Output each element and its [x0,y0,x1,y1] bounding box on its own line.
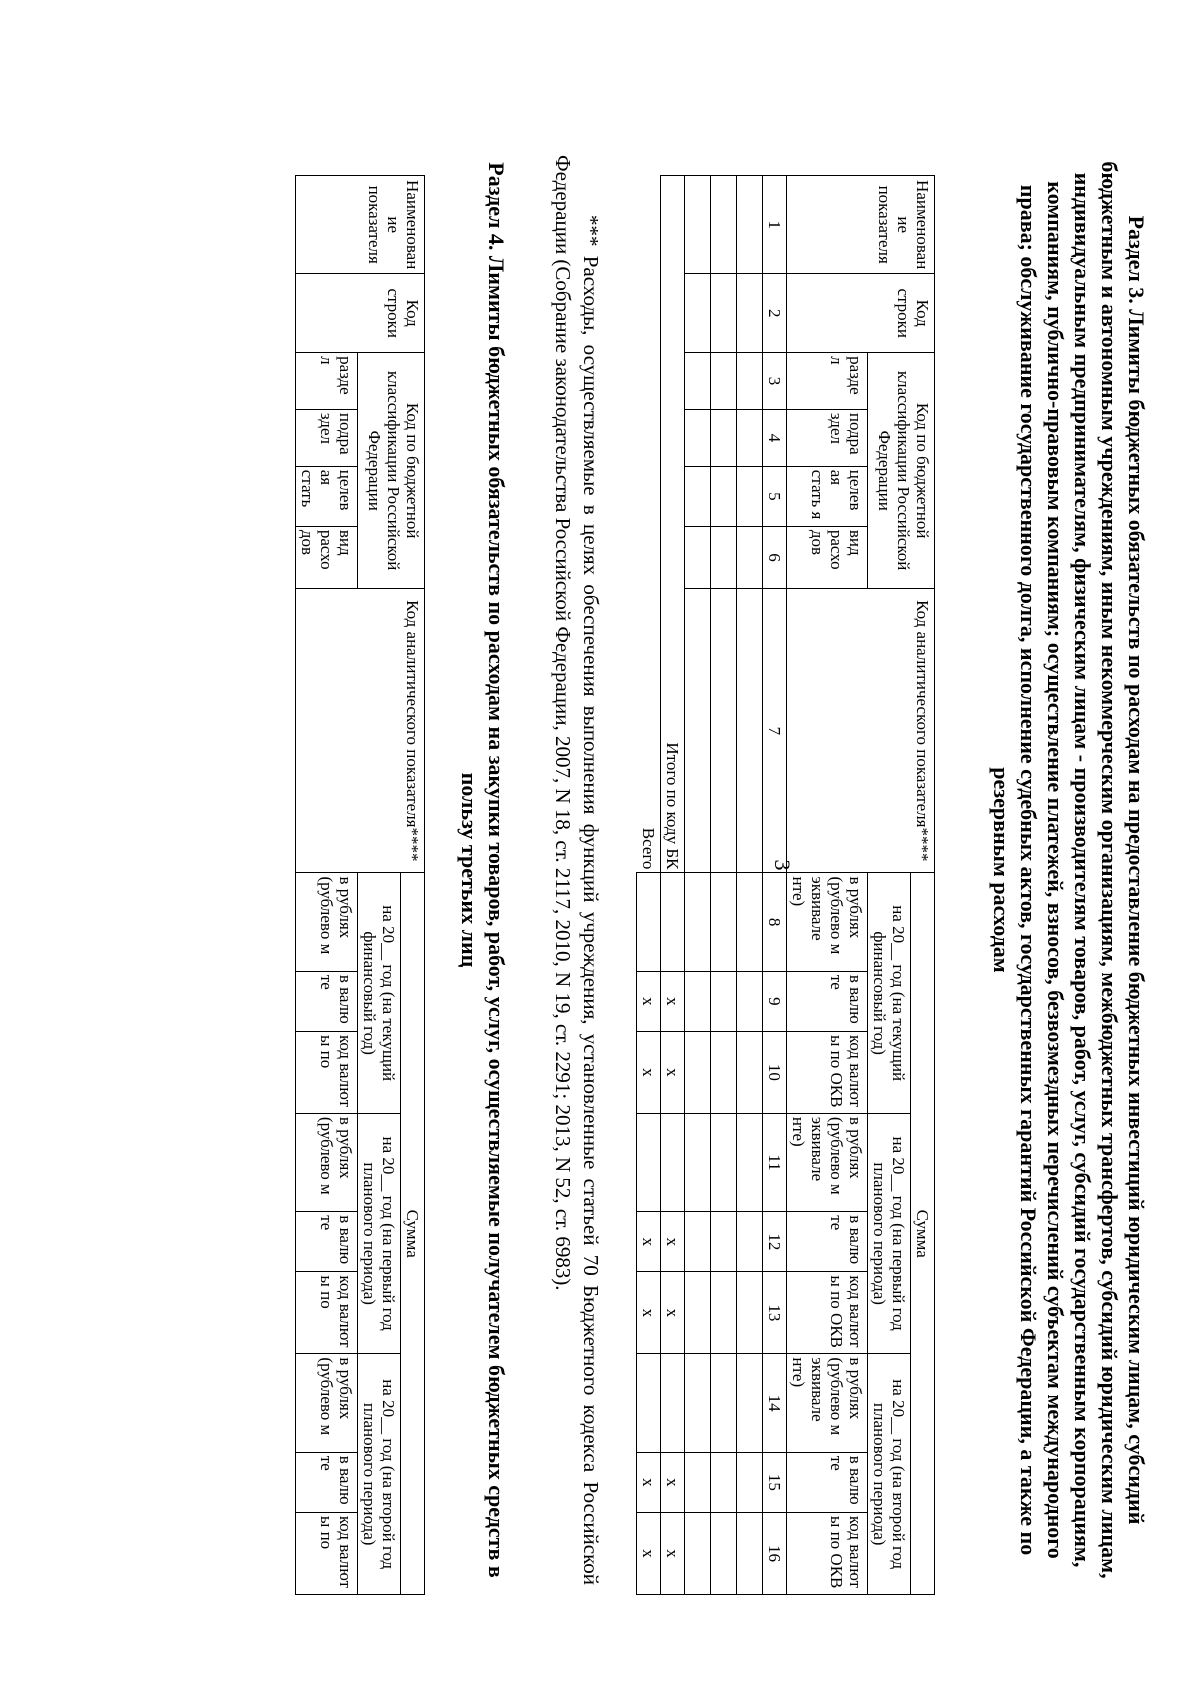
table-cell [685,526,711,588]
table-cell [711,971,737,1031]
column-number: 11 [763,1113,787,1211]
table-cell [711,1212,737,1272]
table-cell [711,589,737,873]
col-header-currency: в валю те [787,971,868,1031]
table-cell [711,873,737,971]
header-row-1 [401,176,425,1595]
x-mark: x [661,1512,685,1594]
col-header-currency-code: код валют ы по [296,1272,358,1354]
x-mark: x [661,1212,685,1272]
table-cell [661,1113,685,1211]
table-row [711,176,737,1595]
document-page [150,115,1150,1615]
table-row [737,176,763,1595]
table-cell [685,176,711,274]
table-cell [711,1031,737,1113]
page-number: 3 [770,859,795,871]
table-cell [711,176,737,274]
table-cell [737,526,763,588]
x-mark: x [637,1512,661,1594]
x-mark: x [661,971,685,1031]
col-header-currency-code: код валют ы по [296,1031,358,1113]
column-number: 8 [763,873,787,971]
table-cell [737,1452,763,1512]
table-cell [737,1113,763,1211]
col-header-rub: в рублях (рублево м [296,1354,358,1452]
x-mark: x [661,1272,685,1354]
col-header-analytic-code: Код аналитического показателя**** [787,589,935,873]
table-cell [711,1354,737,1452]
footnote: *** Расходы, осуществляемые в целях обеспечения выполнения функций учреждения, установленные статьей 70 Бюджетного кодекса Российской Федерации (Собрание законодательства Российской Федерации, 2007, N 18, ст. 2117, 2010, N 19, ст. 2291; 2013, N 52, ст. 6983). [551,155,603,1585]
x-mark: x [637,1212,661,1272]
col-header-podrazdel: подра здел [787,409,868,466]
col-header-target: целев ая стать [296,466,358,526]
column-number: 4 [763,409,787,466]
col-header-sum: Сумма [401,873,425,1595]
total-bk-label: Итого по коду БК [661,176,685,873]
col-header-sum: Сумма [911,873,935,1595]
col-header-rub: в рублях (рублево м [296,1113,358,1211]
x-mark: x [637,1452,661,1512]
table-cell [711,1512,737,1594]
col-header-bk-code: Код по бюджетной классификации Российской Федерации [868,353,935,589]
table-cell [737,1272,763,1354]
column-number: 16 [763,1512,787,1594]
col-header-rub: в рублях (рублево м эквивале нте) [787,1354,868,1452]
column-number: 10 [763,1031,787,1113]
table-cell [737,1031,763,1113]
table-cell [737,176,763,274]
table-cell [661,873,685,971]
col-header-name: Наименован ие показателя [296,176,425,274]
table-cell [685,1452,711,1512]
section-4-table [295,175,425,1595]
col-header-currency-code: код валют ы по [296,1512,358,1594]
col-header-year-first: на 20__ год (на первый год планового периода) [358,1113,401,1353]
column-number: 6 [763,526,787,588]
table-cell [711,1452,737,1512]
table-cell [685,873,711,971]
col-header-currency: в валю те [296,1452,358,1512]
col-header-year-second: на 20__ год (на второй год планового периода) [358,1354,401,1595]
x-mark: x [637,1031,661,1113]
table-cell [737,971,763,1031]
table-cell [737,1354,763,1452]
section-4-title: Раздел 4. Лимиты бюджетных обязательств по расходам на закупки товаров, работ, услуг, осуществляемые получателем бюджетных средств в пользу третьих лиц [457,162,509,1578]
column-number: 2 [763,274,787,353]
column-number: 13 [763,1272,787,1354]
table-cell [711,466,737,526]
table-cell [685,1272,711,1354]
col-header-rub: в рублях (рублево м [296,873,358,971]
col-header-currency: в валю те [787,1452,868,1512]
table-cell [737,1212,763,1272]
table-cell [685,1354,711,1452]
col-header-year-current: на 20__ год (на текущий финансовый год) [358,873,401,1113]
table-cell [737,466,763,526]
table-cell [685,409,711,466]
col-header-currency: в валю те [787,1212,868,1272]
col-header-razdel: разде л [296,353,358,410]
table-cell [711,274,737,353]
col-header-analytic-code: Код аналитического показателя**** [296,589,425,873]
table-cell [637,873,661,971]
col-header-rub: в рублях (рублево м эквивале нте) [787,1113,868,1211]
section-3-title: Раздел 3. Лимиты бюджетных обязательств по расходам на предоставление бюджетных инвестиций юридическим лицам, субсидий бюджетным и автономным учреждениям, иным некоммерческим организациям, межбюджетных трансфертов, субсидий юридическим лицам, индивидуальным предпринимателям, физическим лицам - производителям товаров, работ, услуг, субсидий государственным корпорациям, компаниям, публично-правовым компаниям; осуществление платежей, взносов, безвозмездных перечислений субъектам международного права; обслуживание государственного долга, исполнение судебных актов, государственных гарантий Российской Федерации, а также по резервным расходам [989,161,1149,1579]
total-row [637,176,661,1595]
col-header-expense-type: вид расхо дов [787,526,868,588]
column-number: 5 [763,466,787,526]
table-cell [711,1113,737,1211]
table-cell [685,1512,711,1594]
col-header-name: Наименован ие показателя [787,176,935,274]
column-number: 12 [763,1212,787,1272]
col-header-year-current: на 20__ год (на текущий финансовый год) [868,873,911,1113]
x-mark: x [661,1452,685,1512]
table-cell [685,589,711,873]
col-header-year-second: на 20__ год (на второй год планового периода) [868,1354,911,1595]
table-cell [711,409,737,466]
table-cell [685,353,711,410]
column-number: 7 [763,589,787,873]
table-cell [737,1512,763,1594]
col-header-row-code: Код строки [296,274,425,353]
col-header-rub: в рублях (рублево м эквивале нте) [787,873,868,971]
table-cell [685,971,711,1031]
x-mark: x [661,1031,685,1113]
col-header-currency: в валю те [296,971,358,1031]
col-header-year-first: на 20__ год (на первый год планового периода) [868,1113,911,1353]
col-header-podrazdel: подра здел [296,409,358,466]
table-cell [685,466,711,526]
col-header-currency: в валю те [296,1212,358,1272]
table-cell [685,1212,711,1272]
col-header-currency-code: код валют ы по ОКВ [787,1512,868,1594]
table-row [685,176,711,1595]
table-cell [685,274,711,353]
col-header-bk-code: Код по бюджетной классификации Российской Федерации [358,353,425,589]
x-mark: x [637,1272,661,1354]
table-cell [711,1272,737,1354]
table-cell [711,353,737,410]
table-cell [685,1113,711,1211]
table-cell [737,409,763,466]
col-header-row-code: Код строки [787,274,935,353]
col-header-currency-code: код валют ы по ОКВ [787,1031,868,1113]
col-header-currency-code: код валют ы по ОКВ [787,1272,868,1354]
header-row-1 [911,176,935,1595]
header-row-3 [787,176,868,1595]
total-bk-row [661,176,685,1595]
column-number: 1 [763,176,787,274]
table-cell [737,353,763,410]
column-number: 9 [763,971,787,1031]
col-header-target: целев ая стать я [787,466,868,526]
table-cell [637,1113,661,1211]
column-number: 14 [763,1354,787,1452]
col-header-expense-type: вид расхо дов [296,526,358,588]
table-cell [737,274,763,353]
total-label: Всего [637,176,661,873]
table-cell [711,526,737,588]
table-cell [661,1354,685,1452]
col-header-razdel: разде л [787,353,868,410]
column-number: 15 [763,1452,787,1512]
column-number: 3 [763,353,787,410]
table-cell [737,873,763,971]
table-cell [637,1354,661,1452]
table-cell [685,1031,711,1113]
x-mark: x [637,971,661,1031]
header-row-3 [296,176,358,1595]
table-cell [737,589,763,873]
